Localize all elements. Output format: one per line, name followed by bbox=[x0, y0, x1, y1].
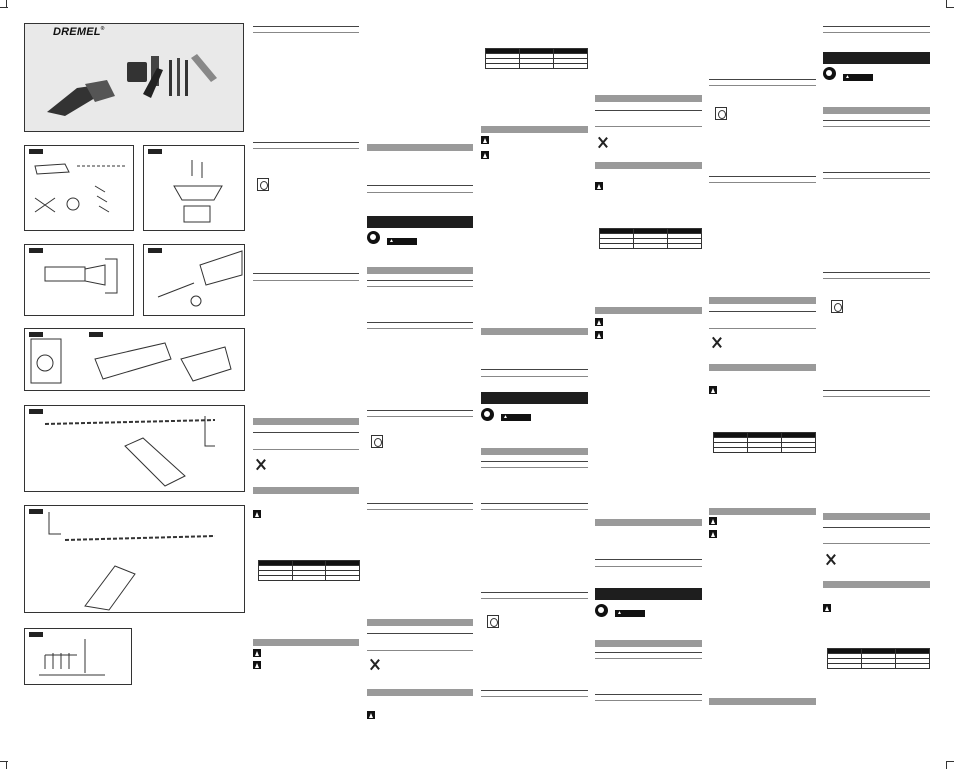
col6-section-band bbox=[823, 513, 930, 520]
col3-warning-bar bbox=[481, 392, 588, 404]
crop-mark-top-right-h bbox=[946, 7, 954, 8]
dust-mask-icon bbox=[715, 107, 727, 120]
warning-badge: ▲ bbox=[501, 414, 531, 421]
figure-1-illustration bbox=[25, 146, 133, 230]
warning-triangle-icon bbox=[481, 151, 489, 159]
warning-triangle-icon bbox=[595, 331, 603, 339]
warning-badge: ▲ bbox=[615, 610, 645, 617]
figure-3-illustration bbox=[25, 245, 133, 315]
figure-2-illustration bbox=[144, 146, 244, 230]
col1-section-band bbox=[253, 639, 359, 646]
text-column-6 bbox=[823, 0, 930, 769]
col3-rule bbox=[481, 592, 588, 593]
weee-bin-icon bbox=[711, 336, 723, 349]
col6-rule bbox=[823, 120, 930, 121]
col5-rule bbox=[709, 182, 816, 183]
warning-triangle-icon bbox=[709, 517, 717, 525]
warning-triangle-icon bbox=[595, 318, 603, 326]
col6-rule bbox=[823, 126, 930, 127]
col1-section-band bbox=[253, 418, 359, 425]
col3-rule bbox=[481, 509, 588, 510]
col6-rule bbox=[823, 396, 930, 397]
dremel-logo: DREMEL® bbox=[53, 26, 105, 38]
col6-rule bbox=[823, 178, 930, 179]
col1-rule bbox=[253, 148, 359, 149]
col6-rule bbox=[823, 172, 930, 173]
specification-table bbox=[485, 48, 588, 69]
col2-rule bbox=[367, 650, 473, 651]
col6-rule bbox=[823, 26, 930, 27]
safety-disc-icon bbox=[595, 604, 608, 617]
col2-section-band bbox=[367, 267, 473, 274]
warning-triangle-icon bbox=[595, 182, 603, 190]
col4-rule bbox=[595, 652, 702, 653]
col2-rule bbox=[367, 509, 473, 510]
col3-rule bbox=[481, 696, 588, 697]
col4-section-band bbox=[595, 640, 702, 647]
col5-rule bbox=[709, 328, 816, 329]
col2-rule bbox=[367, 633, 473, 634]
col1-rule bbox=[253, 432, 359, 433]
col3-rule bbox=[481, 376, 588, 377]
col1-heading-rule bbox=[253, 26, 359, 27]
specification-table bbox=[258, 560, 360, 581]
col2-section-band bbox=[367, 144, 473, 151]
col2-rule bbox=[367, 410, 473, 411]
warning-triangle-icon bbox=[823, 604, 831, 612]
col5-rule bbox=[709, 79, 816, 80]
dust-mask-icon bbox=[487, 615, 499, 628]
col3-section-band bbox=[481, 126, 588, 133]
col2-rule bbox=[367, 503, 473, 504]
warning-triangle-icon bbox=[253, 661, 261, 669]
warning-triangle-icon bbox=[709, 386, 717, 394]
figure-8-illustration bbox=[25, 629, 131, 684]
col3-section-band bbox=[481, 328, 588, 335]
figure-2 bbox=[143, 145, 245, 231]
col3-rule bbox=[481, 598, 588, 599]
figure-5-illustration bbox=[25, 329, 244, 390]
figure-7 bbox=[24, 505, 245, 613]
specification-table bbox=[713, 432, 816, 453]
hero-product-panel bbox=[24, 23, 244, 132]
col2-rule bbox=[367, 328, 473, 329]
weee-bin-icon bbox=[597, 136, 609, 149]
col1-sub-rule bbox=[253, 32, 359, 33]
safety-disc-icon bbox=[367, 231, 380, 244]
col2-section-band bbox=[367, 689, 473, 696]
dust-mask-icon bbox=[831, 300, 843, 313]
figure-4 bbox=[143, 244, 245, 316]
col2-rule bbox=[367, 280, 473, 281]
col4-rule bbox=[595, 110, 702, 111]
col6-rule bbox=[823, 390, 930, 391]
figure-4-illustration bbox=[144, 245, 244, 315]
col6-section-band bbox=[823, 107, 930, 114]
dust-mask-icon bbox=[257, 178, 269, 191]
col6-rule bbox=[823, 543, 930, 544]
col2-rule bbox=[367, 286, 473, 287]
text-column-1 bbox=[253, 0, 359, 769]
col5-rule bbox=[709, 85, 816, 86]
col4-rule bbox=[595, 658, 702, 659]
figure-7-illustration bbox=[25, 506, 244, 612]
weee-bin-icon bbox=[825, 553, 837, 566]
warning-badge: ▲ bbox=[387, 238, 417, 245]
warning-triangle-icon bbox=[367, 711, 375, 719]
text-column-2 bbox=[367, 0, 473, 769]
col3-section-band bbox=[481, 448, 588, 455]
crop-mark-top-left-h bbox=[0, 7, 8, 8]
figure-5 bbox=[24, 328, 245, 391]
col4-rule bbox=[595, 700, 702, 701]
figure-6 bbox=[24, 405, 245, 492]
crop-mark-bottom-right-h bbox=[946, 761, 954, 762]
col5-section-band bbox=[709, 508, 816, 515]
col1-section-band bbox=[253, 487, 359, 494]
col6-rule bbox=[823, 32, 930, 33]
col5-section-band bbox=[709, 698, 816, 705]
col2-rule bbox=[367, 192, 473, 193]
col2-warning-bar bbox=[367, 216, 473, 228]
crop-mark-bottom-right bbox=[946, 761, 947, 769]
figure-3 bbox=[24, 244, 134, 316]
col4-rule bbox=[595, 694, 702, 695]
col3-rule bbox=[481, 369, 588, 370]
col6-warning-bar bbox=[823, 52, 930, 64]
warning-triangle-icon bbox=[253, 510, 261, 518]
col2-rule bbox=[367, 416, 473, 417]
col3-rule bbox=[481, 690, 588, 691]
col1-rule bbox=[253, 449, 359, 450]
text-column-3 bbox=[481, 0, 588, 769]
col6-rule bbox=[823, 527, 930, 528]
safety-disc-icon bbox=[823, 67, 836, 80]
weee-bin-icon bbox=[255, 458, 267, 471]
col3-rule bbox=[481, 461, 588, 462]
col4-rule bbox=[595, 566, 702, 567]
specification-table bbox=[599, 228, 702, 249]
figure-1 bbox=[24, 145, 134, 231]
col4-warning-bar bbox=[595, 588, 702, 600]
col6-rule bbox=[823, 278, 930, 279]
text-column-5 bbox=[709, 0, 816, 769]
col4-rule bbox=[595, 126, 702, 127]
dust-mask-icon bbox=[371, 435, 383, 448]
col4-section-band bbox=[595, 162, 702, 169]
figure-8 bbox=[24, 628, 132, 685]
col4-section-band bbox=[595, 307, 702, 314]
col4-rule bbox=[595, 559, 702, 560]
col4-section-band bbox=[595, 95, 702, 102]
col1-rule bbox=[253, 280, 359, 281]
safety-disc-icon bbox=[481, 408, 494, 421]
crop-mark-bottom-left bbox=[6, 761, 7, 769]
col5-rule bbox=[709, 176, 816, 177]
warning-triangle-icon bbox=[481, 136, 489, 144]
specification-table bbox=[827, 648, 930, 669]
product-accessories-illustration bbox=[25, 24, 243, 131]
crop-mark-bottom-left-h bbox=[0, 761, 8, 762]
col2-rule bbox=[367, 322, 473, 323]
col3-rule bbox=[481, 467, 588, 468]
col3-rule bbox=[481, 503, 588, 504]
text-column-4 bbox=[595, 0, 702, 769]
col6-rule bbox=[823, 272, 930, 273]
col5-section-band bbox=[709, 297, 816, 304]
col5-section-band bbox=[709, 364, 816, 371]
col2-section-band bbox=[367, 619, 473, 626]
col6-section-band bbox=[823, 581, 930, 588]
col1-rule bbox=[253, 273, 359, 274]
col2-rule bbox=[367, 185, 473, 186]
col1-rule bbox=[253, 142, 359, 143]
col5-rule bbox=[709, 311, 816, 312]
weee-bin-icon bbox=[369, 658, 381, 671]
warning-triangle-icon bbox=[709, 530, 717, 538]
warning-badge: ▲ bbox=[843, 74, 873, 81]
warning-triangle-icon bbox=[253, 649, 261, 657]
figure-6-illustration bbox=[25, 406, 244, 491]
col4-section-band bbox=[595, 519, 702, 526]
